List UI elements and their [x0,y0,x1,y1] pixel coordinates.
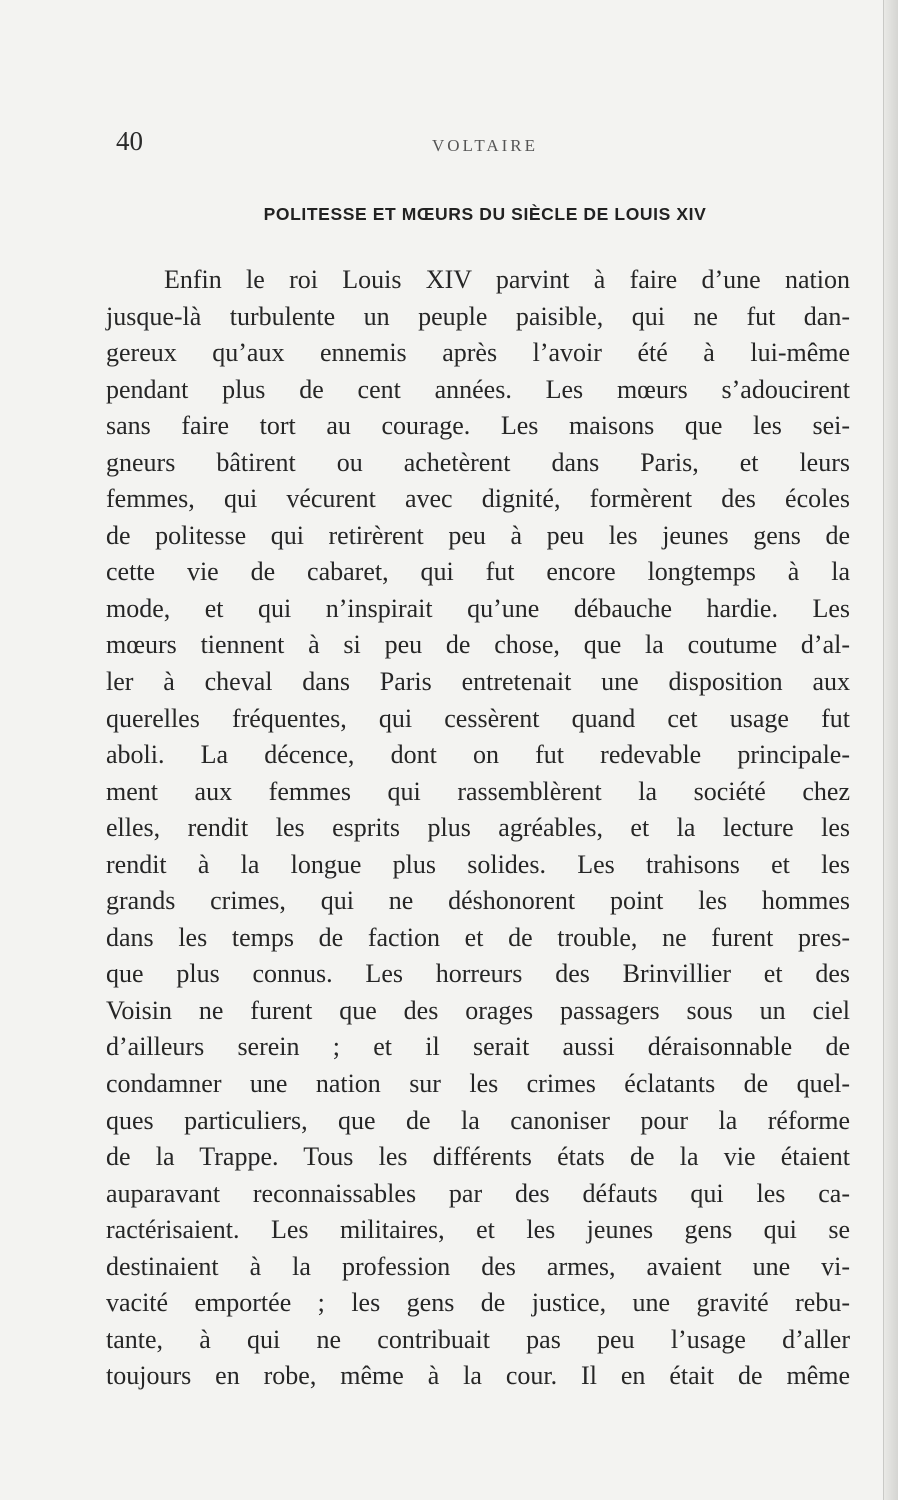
text-line: de la Trappe. Tous les différents états de la vie étaient [106,1142,850,1172]
text-line: elles, rendit les esprits plus agréables, et la lecture les [106,813,850,843]
text-line: ler à cheval dans Paris entretenait une disposition aux [106,667,850,697]
text-line: tante, à qui ne contribuait pas peu l’usage d’aller [106,1324,850,1354]
text-line: Voisin ne furent que des orages passagers sous un ciel [106,995,850,1025]
page-edge [883,0,898,1500]
text-line: gneurs bâtirent ou achetèrent dans Paris, et leurs [106,447,850,477]
text-line: vacité emportée ; les gens de justice, une gravité rebu- [106,1288,850,1318]
text-line: rendit à la longue plus solides. Les trahisons et les [106,849,850,879]
text-line: mode, et qui n’inspirait qu’une débauche hardie. Les [106,593,850,623]
text-line: gereux qu’aux ennemis après l’avoir été à lui-même [106,338,850,368]
text-line: cette vie de cabaret, qui fut encore longtemps à la [106,557,850,587]
text-line: jusque-là turbulente un peuple paisible, qui ne fut dan- [106,301,850,331]
body-text [106,262,850,1395]
text-line: aboli. La décence, dont on fut redevable principale- [106,740,850,770]
text-line: Enfin le roi Louis XIV parvint à faire d’une nation [164,265,850,294]
page-number: 40 [116,126,143,156]
text-line: ques particuliers, que de la canoniser pour la réforme [106,1105,850,1135]
text-line: dans les temps de faction et de trouble, ne furent pres- [106,922,850,952]
running-title: VOLTAIRE [431,136,539,155]
text-line: ment aux femmes qui rassemblèrent la société chez [106,776,850,806]
text-line: auparavant reconnaissables par des défauts qui les ca- [106,1178,850,1208]
text-line: condamner une nation sur les crimes éclatants de quel- [106,1069,850,1099]
text-line: mœurs tiennent à si peu de chose, que la coutume d’al- [106,630,850,660]
text-line: femmes, qui vécurent avec dignité, formèrent des écoles [106,484,850,514]
section-title: POLITESSE ET MŒURS DU SIÈCLE DE LOUIS XIV [263,204,707,224]
text-line: querelles fréquentes, qui cessèrent quand cet usage fut [106,703,850,733]
text-line: ractérisaient. Les militaires, et les jeunes gens qui se [106,1215,850,1245]
text-line: destinaient à la profession des armes, avaient une vi- [106,1251,850,1281]
text-line: toujours en robe, même à la cour. Il en était de même [106,1361,850,1391]
text-line: grands crimes, qui ne déshonorent point les hommes [106,886,850,916]
text-line: que plus connus. Les horreurs des Brinvillier et des [106,959,850,989]
text-line: sans faire tort au courage. Les maisons que les sei- [106,411,850,441]
text-line: d’ailleurs serein ; et il serait aussi déraisonnable de [106,1032,850,1062]
running-head [110,126,860,166]
text-line: de politesse qui retirèrent peu à peu les jeunes gens de [106,520,850,550]
text-line: pendant plus de cent années. Les mœurs s’adoucirent [106,374,850,404]
